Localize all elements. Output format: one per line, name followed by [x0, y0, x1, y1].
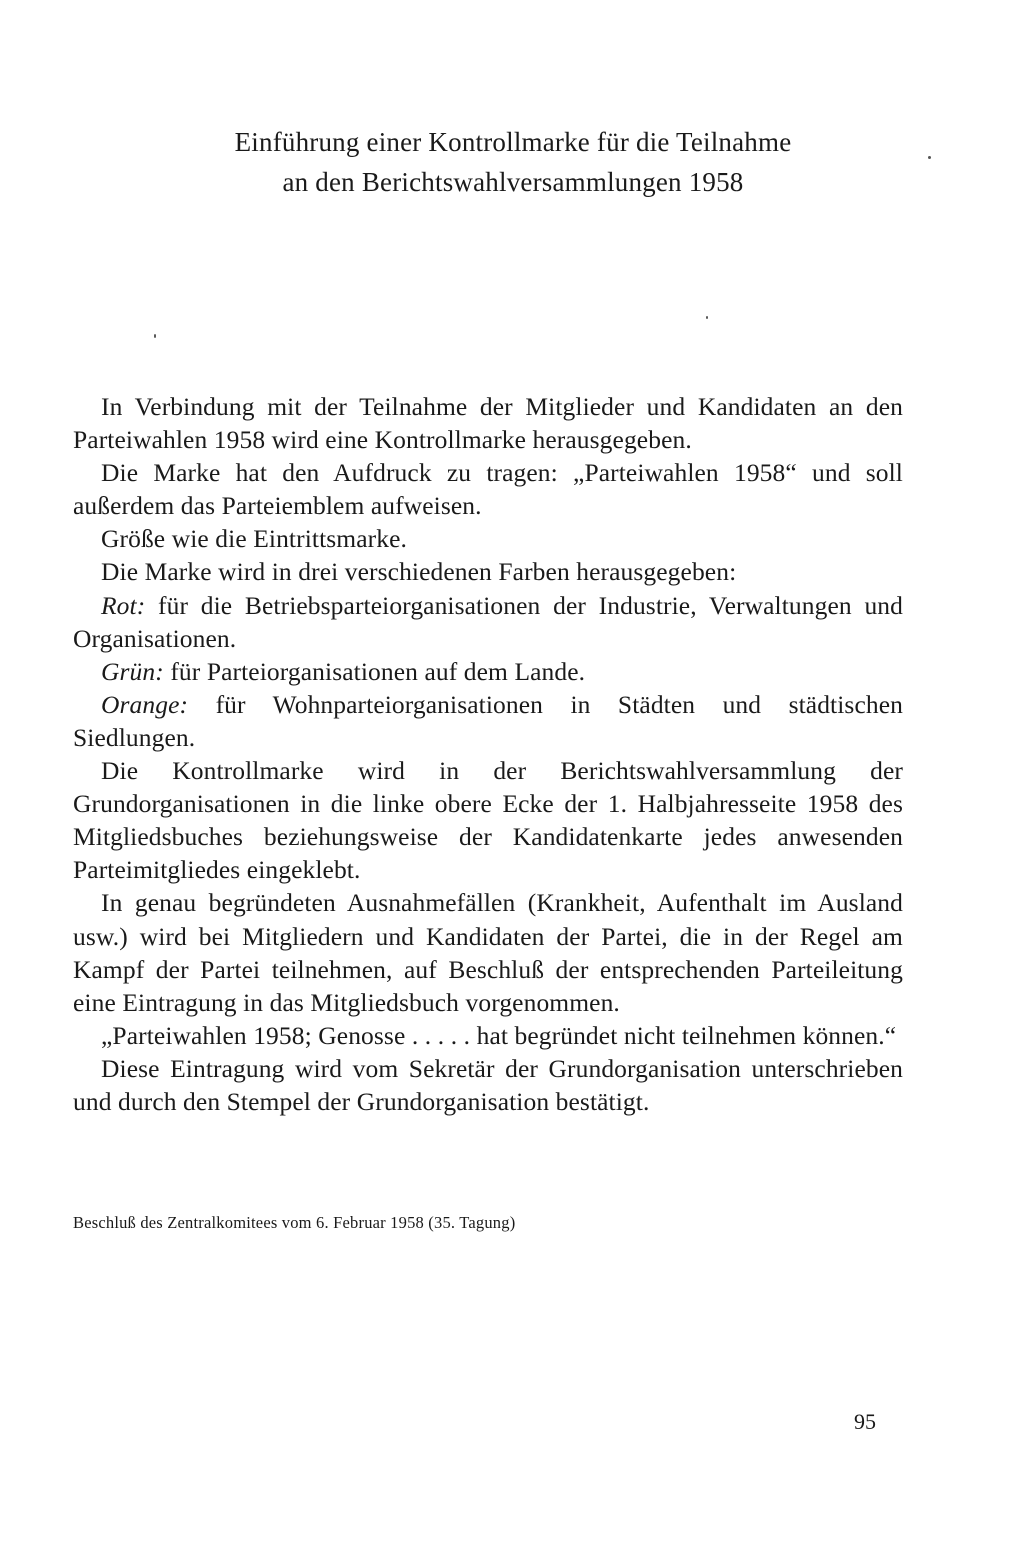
title-line-1: Einführung einer Kontrollmarke für die Teilnahme — [234, 127, 792, 157]
paragraph: Die Kontrollmarke wird in der Berichtswahlversammlung der Grundorganisationen in die linke obere Ecke der 1. Halbjahresseite 1958 des Mitgliedsbuches beziehungsweise der Kandidatenkarte jedes anwesenden Parteimitgliedes eingeklebt. — [73, 756, 903, 885]
color-label-red: Rot: — [101, 590, 146, 620]
document-body — [73, 390, 903, 1118]
paragraph-color-orange — [73, 688, 903, 754]
scan-speck — [154, 334, 156, 338]
color-text-green: für Parteiorganisationen auf dem Lande. — [163, 656, 586, 686]
title-line-2: an den Berichtswahlversammlungen 1958 — [282, 167, 744, 197]
document-title — [100, 122, 926, 202]
paragraph-color-green — [73, 655, 903, 688]
color-label-green: Grün: — [101, 656, 164, 686]
paragraph: Größe wie die Eintrittsmarke. — [101, 524, 407, 554]
paragraph: Diese Eintragung wird vom Sekretär der Grundorganisation unterschrieben und durch den Stempel der Grundorganisation bestätigt. — [73, 1053, 903, 1116]
paragraph-color-red — [73, 589, 903, 655]
color-text-red: für die Betriebsparteiorganisationen der Industrie, Verwaltungen und Organisationen. — [73, 590, 903, 653]
color-label-orange: Orange: — [101, 689, 189, 719]
color-text-orange: für Wohnparteiorganisationen in Städten und städtischen Siedlungen. — [73, 689, 903, 752]
scan-speck — [928, 156, 931, 159]
paragraph: In genau begründeten Ausnahmefällen (Krankheit, Aufenthalt im Ausland usw.) wird bei Mitgliedern und Kandidaten der Partei, die in der Regel am Kampf der Partei teilnehmen, auf Beschluß der entsprechenden Parteileitung eine Eintragung in das Mitgliedsbuch vorgenommen. — [73, 888, 903, 1017]
paragraph: Die Marke wird in drei verschiedenen Farben herausgegeben: — [101, 557, 737, 587]
paragraph: In Verbindung mit der Teilnahme der Mitglieder und Kandidaten an den Parteiwahlen 1958 wird eine Kontrollmarke herausgegeben. — [73, 392, 903, 455]
page-number: 95 — [854, 1409, 876, 1434]
paragraph-quote: „Parteiwahlen 1958; Genosse . . . . . hat begründet nicht teilnehmen können.“ — [101, 1020, 897, 1050]
source-note: Beschluß des Zentralkomitees vom 6. Februar 1958 (35. Tagung) — [73, 1213, 516, 1232]
scan-speck — [706, 316, 708, 319]
paragraph: Die Marke hat den Aufdruck zu tragen: „Parteiwahlen 1958“ und soll außerdem das Parteiemblem aufweisen. — [73, 458, 903, 521]
